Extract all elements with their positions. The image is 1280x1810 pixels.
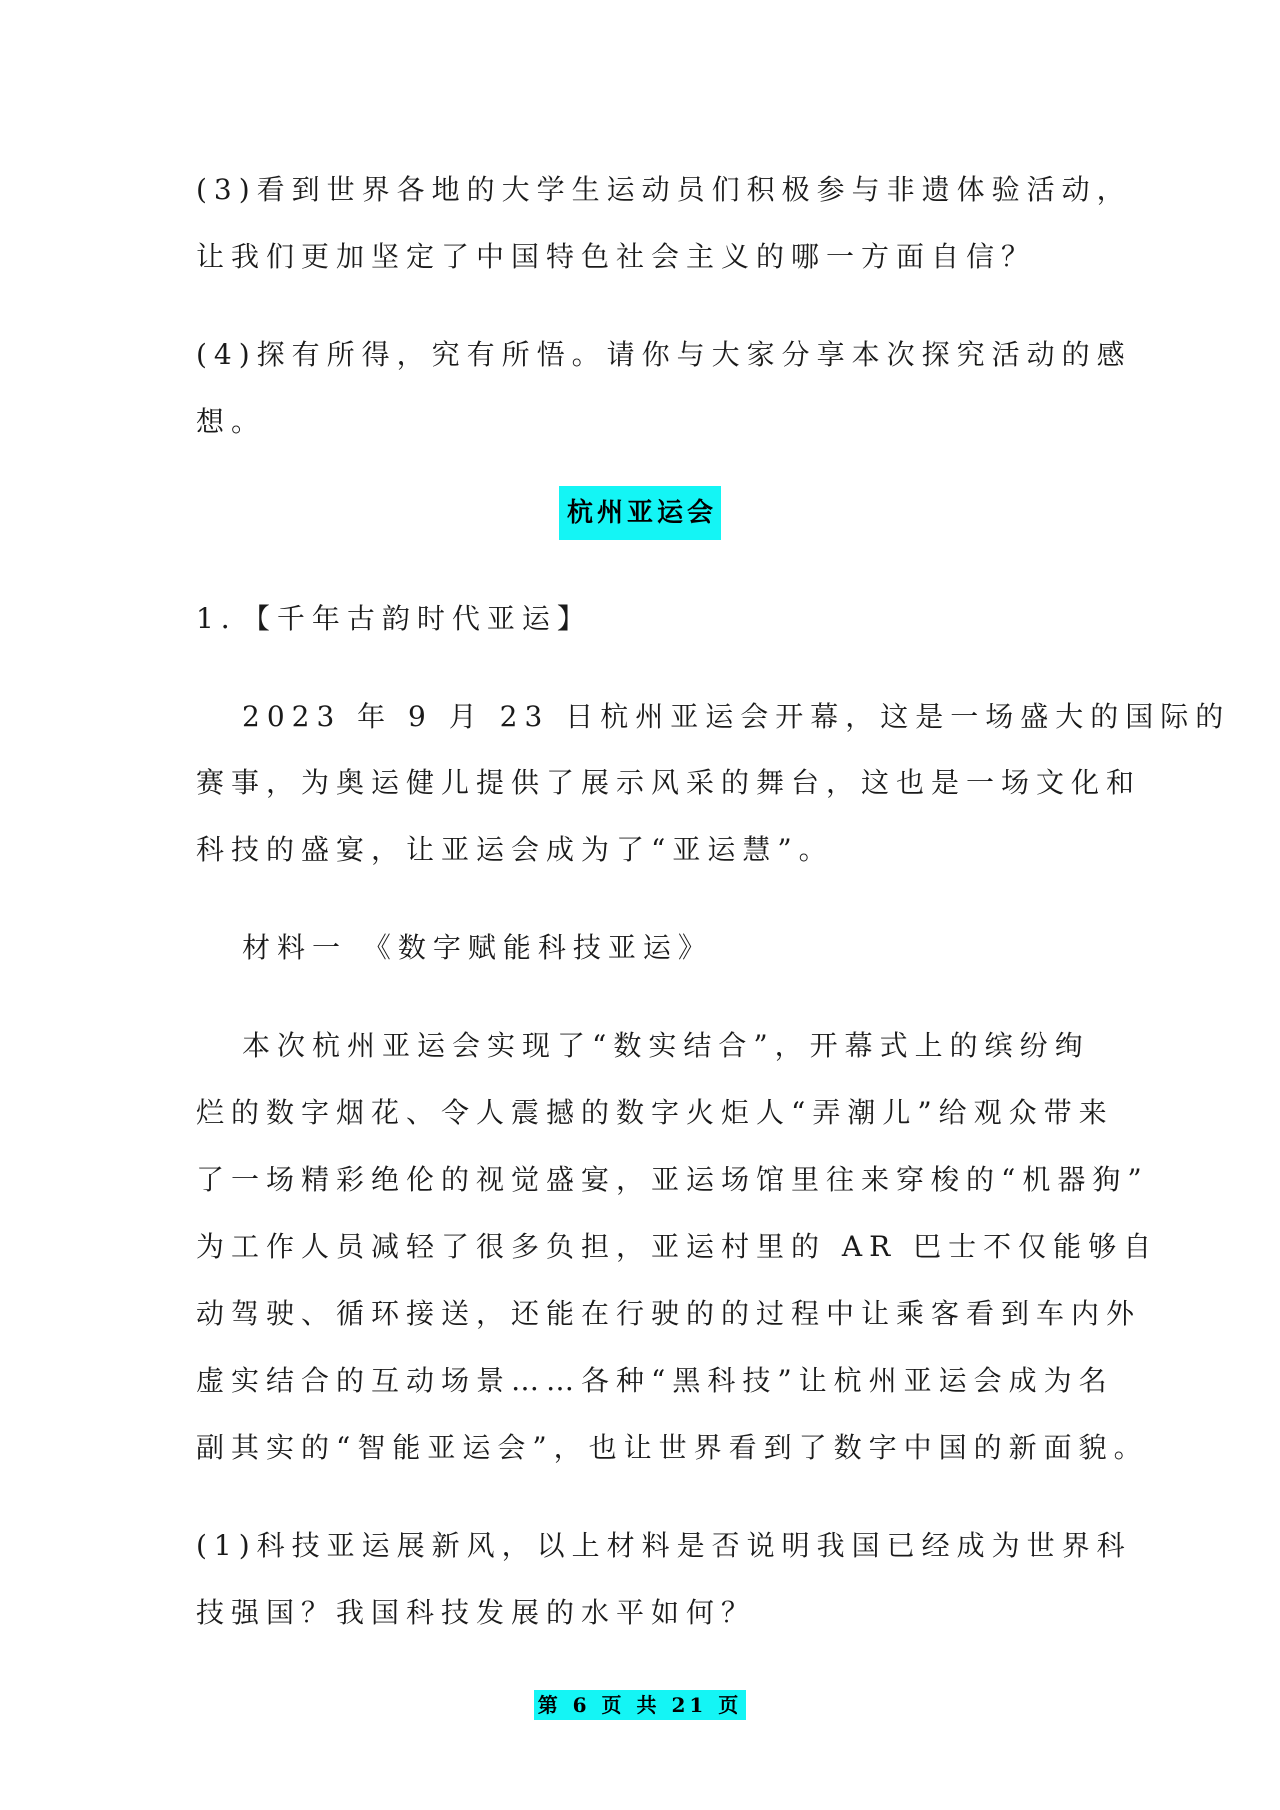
question-4-line-1: (4)探有所得，究有所悟。请你与大家分享本次探究活动的感 — [196, 338, 1132, 371]
page-footer — [0, 1690, 1280, 1720]
question-1-line-1: (1)科技亚运展新风，以上材料是否说明我国已经成为世界科 — [196, 1529, 1132, 1562]
material-1-title: 材料一 《数字赋能科技亚运》 — [242, 931, 713, 964]
item-1-title: 1．【千年古韵时代亚运】 — [196, 602, 592, 635]
material-1-line-5: 动驾驶、循环接送，还能在行驶的的过程中让乘客看到车内外 — [196, 1297, 1142, 1330]
section-title — [0, 486, 1280, 540]
intro-line-3: 科技的盛宴，让亚运会成为了“亚运慧”。 — [196, 833, 834, 866]
material-1-line-7: 副其实的“智能亚运会”，也让世界看到了数字中国的新面貌。 — [196, 1431, 1149, 1464]
question-3-line-2: 让我们更加坚定了中国特色社会主义的哪一方面自信？ — [196, 240, 1037, 273]
page-number: 第 6 页 共 21 页 — [534, 1690, 747, 1720]
section-title-text: 杭州亚运会 — [559, 486, 721, 540]
material-1-line-2: 烂的数字烟花、令人震撼的数字火炬人“弄潮儿”给观众带来 — [196, 1096, 1114, 1129]
question-3-line-1: (3)看到世界各地的大学生运动员们积极参与非遗体验活动， — [196, 173, 1132, 206]
question-1-line-2: 技强国？我国科技发展的水平如何？ — [196, 1596, 757, 1629]
material-1-line-6: 虚实结合的互动场景……各种“黑科技”让杭州亚运会成为名 — [196, 1364, 1114, 1397]
material-1-line-3: 了一场精彩绝伦的视觉盛宴，亚运场馆里往来穿梭的“机器狗” — [196, 1163, 1149, 1196]
material-1-line-4: 为工作人员减轻了很多负担，亚运村里的 AR 巴士不仅能够自 — [196, 1230, 1159, 1263]
intro-line-1: 2023 年 9 月 23 日杭州亚运会开幕，这是一场盛大的国际的 — [242, 700, 1231, 733]
material-1-line-1: 本次杭州亚运会实现了“数实结合”，开幕式上的缤纷绚 — [242, 1029, 1090, 1062]
question-4-line-2: 想。 — [196, 405, 267, 438]
intro-line-2: 赛事，为奥运健儿提供了展示风采的舞台，这也是一场文化和 — [196, 766, 1142, 799]
